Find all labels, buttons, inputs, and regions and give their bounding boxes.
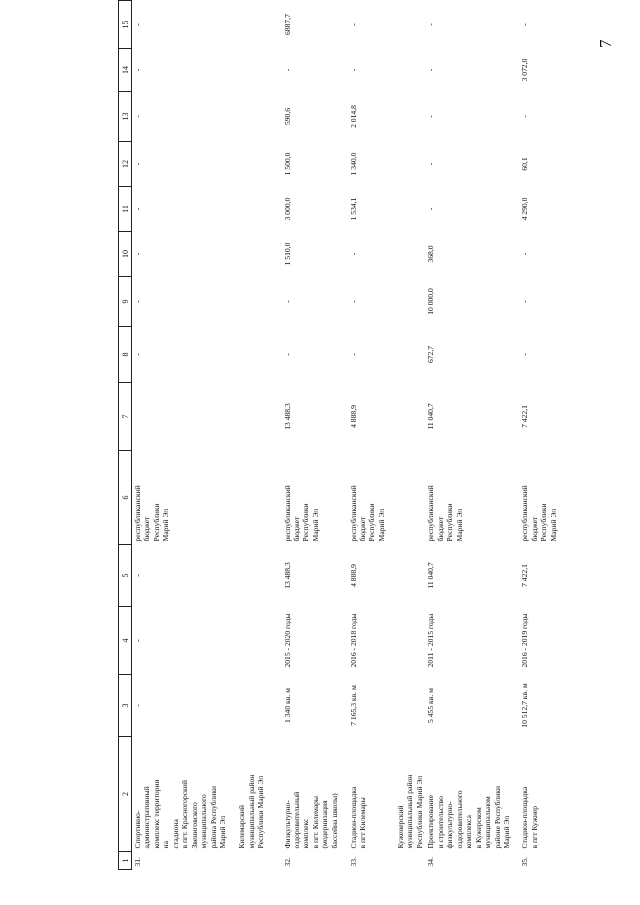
table-cell: - <box>133 300 142 303</box>
column-header: 14 <box>119 49 132 92</box>
table-cell: - <box>133 115 142 118</box>
column-header: 12 <box>119 142 132 187</box>
table-cell: - <box>133 252 142 256</box>
column-header: 11 <box>119 187 132 232</box>
table-cell: - <box>282 68 292 72</box>
column-header: 8 <box>119 327 132 383</box>
table-cell: - <box>133 23 142 26</box>
table-cell: - <box>426 23 436 26</box>
table-cell: 2 014,8 <box>348 105 358 128</box>
table-cell: 10 000,0 <box>426 288 436 315</box>
object-name-cell: Стадион-площадка в пгт Кужнер <box>520 786 539 849</box>
row-number-cell: 35. <box>520 857 530 867</box>
row-number-cell: 31. <box>133 857 142 867</box>
table-cell: 2016 - 2018 годы <box>348 613 358 668</box>
table-cell: - <box>520 353 530 356</box>
table-cell: 11 040,7 <box>426 403 436 430</box>
column-header: 6 <box>119 451 132 545</box>
column-header: 1 <box>119 852 132 870</box>
table-cell: 5 455 кв. м <box>426 688 436 723</box>
table-header <box>119 1 132 870</box>
table-cell: - <box>133 704 142 707</box>
column-header: 2 <box>119 737 132 852</box>
table-cell: - <box>520 300 530 303</box>
column-header: 7 <box>119 383 132 451</box>
table-row <box>282 1 348 870</box>
table-cell: республиканский бюджет Республики Марий Эл <box>426 485 464 542</box>
table-cell: республиканский бюджет Республики Марий Эл <box>348 485 386 542</box>
table-body <box>132 1 580 870</box>
table-row <box>132 1 282 870</box>
object-name-cell: Стадион-площадка в пгт Килемары Куженерский муниципальный район Республики Марий Эл <box>348 774 424 849</box>
table-cell: - <box>133 162 142 166</box>
table-cell: республиканский бюджет Республики Марий Эл <box>282 485 320 542</box>
table-cell <box>132 383 282 451</box>
table-cell: 3 000,0 <box>282 197 292 221</box>
table-row <box>425 1 519 870</box>
table-cell: 6887,7 <box>282 14 292 35</box>
table-cell: - <box>348 353 358 356</box>
table-cell: 11 040,7 <box>426 562 436 589</box>
column-header: 4 <box>119 607 132 675</box>
program-table <box>118 0 579 870</box>
table-cell: - <box>133 207 142 211</box>
table-cell: - <box>133 639 142 642</box>
header-row <box>119 1 132 870</box>
table-cell: - <box>348 23 358 26</box>
table-cell: 1 534,1 <box>348 197 358 221</box>
column-header: 5 <box>119 545 132 607</box>
object-name-cell: Проектирование и строительство физкультурно- оздоровительного комплекса в Кужерском муниципальном районе Республики Марий Эл <box>426 786 512 849</box>
row-number-cell: 33. <box>348 857 358 867</box>
table-cell: - <box>426 68 436 72</box>
column-header: 10 <box>119 232 132 277</box>
column-header: 15 <box>119 1 132 49</box>
page-number: 7 <box>596 39 615 48</box>
row-number-cell: 34. <box>426 857 436 867</box>
table-cell: 590,6 <box>282 107 292 126</box>
table-cell: 13 488,3 <box>282 403 292 430</box>
table-cell: - <box>348 300 358 303</box>
table-cell: - <box>282 300 292 303</box>
table-cell: 3 072,0 <box>520 58 530 82</box>
table-cell: - <box>520 252 530 256</box>
table-cell: - <box>282 353 292 356</box>
table-cell: республиканский бюджет Республики Марий Эл <box>520 485 558 542</box>
table-cell: - <box>426 115 436 118</box>
column-header: 9 <box>119 277 132 327</box>
table-cell: 2016 - 2019 годы <box>520 613 530 668</box>
table-cell: 2011 - 2015 годы <box>426 613 436 668</box>
table-cell: - <box>133 353 142 356</box>
table-cell: - <box>426 162 436 166</box>
table-row <box>348 1 426 870</box>
column-header: 3 <box>119 675 132 737</box>
table-cell: 1 340,0 <box>348 152 358 176</box>
table-cell: 60,1 <box>520 157 530 171</box>
table-cell: - <box>133 574 142 577</box>
table-cell: - <box>348 252 358 256</box>
table-cell: - <box>348 68 358 72</box>
table-cell: 672,7 <box>426 345 436 364</box>
table-cell: 10 512,7 кв. м <box>520 683 530 728</box>
table-cell: 7 422,1 <box>520 564 530 587</box>
object-name-cell: Спортивно- административный комплекс территории на стадиона в пгт. Красногорский Звениговского муниципального района Республики Марий Эл Килемарский муниципальный район Республики Марий Эл <box>133 774 266 849</box>
table-cell: 1 500,0 <box>282 152 292 176</box>
table-cell: - <box>520 23 530 26</box>
table-cell: 1 340 кв. м <box>282 688 292 723</box>
table-cell: - <box>133 68 142 72</box>
table-cell: 4 888,9 <box>348 564 358 587</box>
table-cell: 13 488,3 <box>282 562 292 589</box>
table-cell: 7 422,1 <box>520 405 530 428</box>
table-cell: 2015 - 2020 годы <box>282 613 292 668</box>
table-cell: 4 290,0 <box>520 197 530 221</box>
table-cell: 7 165,3 кв. м <box>348 685 358 726</box>
table-cell: республиканский бюджет Республики Марий Эл <box>133 485 171 542</box>
table-cell: - <box>520 115 530 118</box>
table-cell: - <box>426 207 436 211</box>
row-number-cell: 32. <box>282 857 292 867</box>
table-cell: 1 510,0 <box>282 242 292 266</box>
column-header: 13 <box>119 92 132 142</box>
table-cell: 4 888,9 <box>348 405 358 428</box>
object-name-cell: Физкультурно- оздоровительный комплекс в пгт. Килемары (модернизация бассейна школы) <box>282 791 339 849</box>
table-row <box>519 1 579 870</box>
table-cell: 368,0 <box>426 245 436 263</box>
